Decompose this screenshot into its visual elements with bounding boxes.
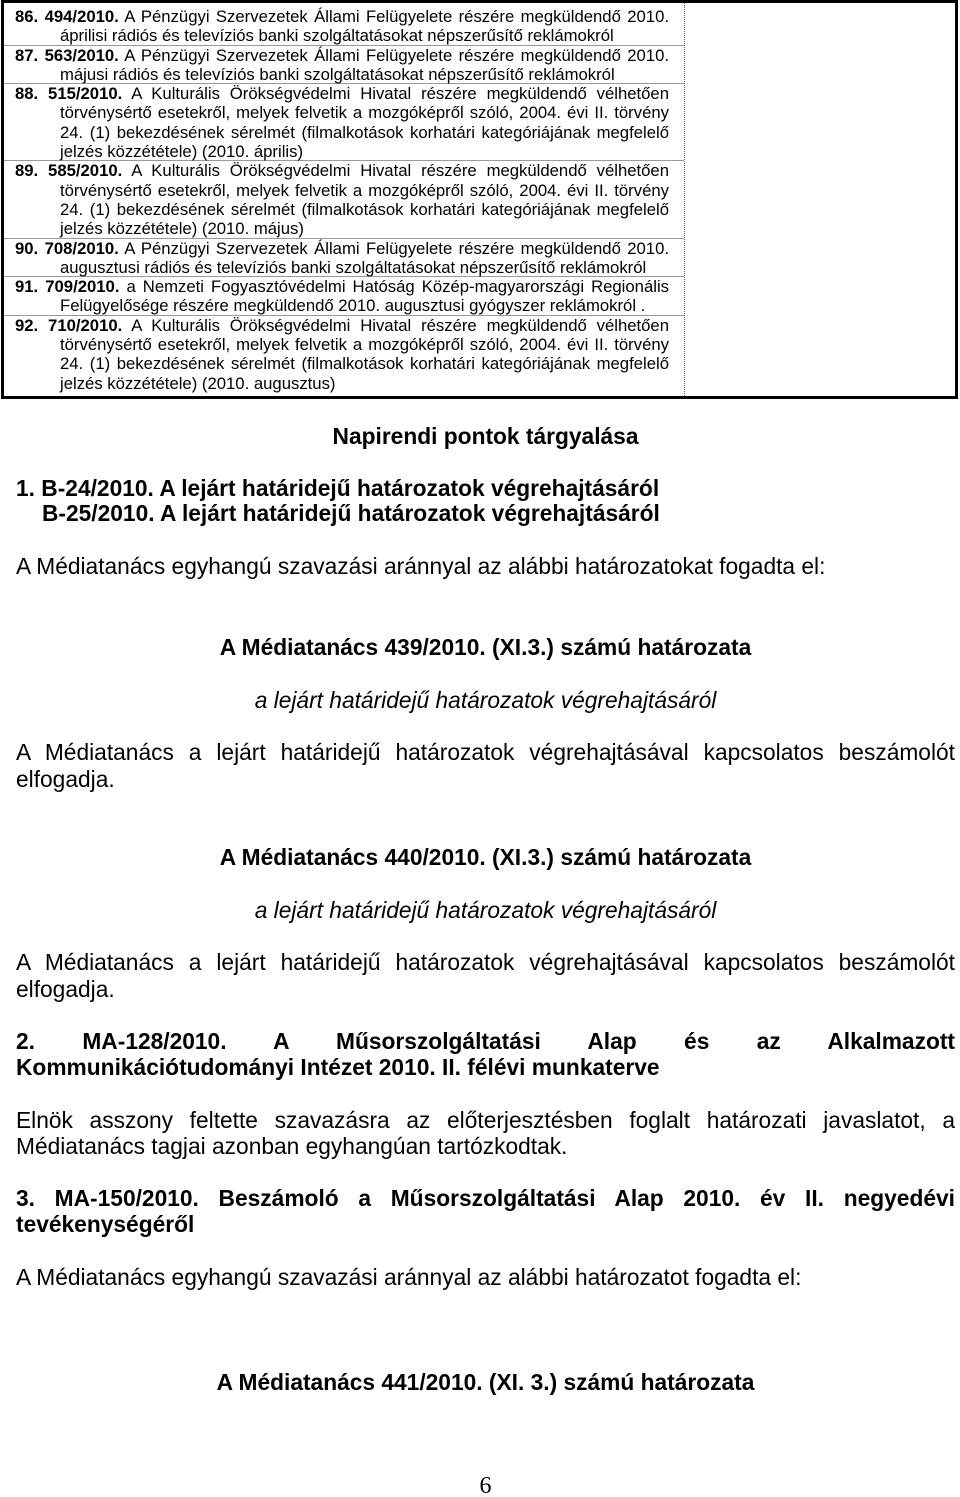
- table-row: [4, 239, 684, 278]
- table-row: [4, 161, 684, 238]
- resolution-text-line: A Médiatanács a lejárt határidejű határozatok végrehajtásával kapcsolatos beszámolót: [16, 949, 955, 975]
- agenda-item-line: tevékenységéről: [16, 1211, 195, 1237]
- agenda-item-line: 2. MA-128/2010. A Műsorszolgáltatási Alap és az Alkalmazott: [16, 1028, 955, 1054]
- vote-statement: A Médiatanács egyhangú szavazási aránnyal az alábbi határozatot fogadta el:: [16, 1264, 802, 1290]
- decision-number: 87. 563/2010.: [15, 45, 119, 65]
- description-line: 24. (1) bekezdésének sérelmét (filmalkotások korhatári kategóriájának megfelelő: [60, 354, 669, 374]
- description-text: A Kulturális Örökségvédelmi Hivatal részére megküldendő vélhetően: [131, 315, 669, 335]
- description-line: 24. (1) bekezdésének sérelmét (filmalkotások korhatári kategóriájának megfelelő: [60, 122, 669, 142]
- agenda-item-1: [16, 476, 955, 525]
- description-text: a Nemzeti Fogyasztóvédelmi Hatóság Közép-magyarországi Regionális: [126, 277, 669, 297]
- description-line: [4, 316, 684, 335]
- table-row: [4, 316, 684, 393]
- decision-number: 86. 494/2010.: [15, 7, 119, 26]
- description-line: jelzés közzététele) (2010. május): [60, 219, 304, 239]
- description-line: [4, 239, 684, 258]
- resolution-text-line: elfogadja.: [16, 976, 115, 1002]
- vote-statement: A Médiatanács egyhangú szavazási aránnyal az alábbi határozatokat fogadta el:: [16, 553, 826, 579]
- description-line: [4, 46, 684, 65]
- agenda-item-3: [16, 1185, 955, 1237]
- description-text: A Kulturális Örökségvédelmi Hivatal részére megküldendő vélhetően: [131, 161, 669, 181]
- description-line: augusztusi rádiós és televíziós banki szolgáltatásokat népszerűsítő reklámokról: [60, 257, 647, 277]
- decision-number: 88. 515/2010.: [15, 84, 123, 104]
- table-row: [4, 277, 684, 316]
- description-line: [4, 84, 684, 103]
- description-line: [4, 161, 684, 180]
- resolution-subject: a lejárt határidejű határozatok végrehajtásáról: [254, 687, 717, 713]
- decision-list-table: [1, 0, 958, 399]
- table-row: [4, 7, 684, 46]
- page-number: 6: [479, 1473, 492, 1497]
- agenda-item-line: Kommunikációtudományi Intézet 2010. II. félévi munkaterve: [16, 1054, 660, 1080]
- description-text: A Kulturális Örökségvédelmi Hivatal részére megküldendő vélhetően: [131, 84, 669, 104]
- resolution-text-line: A Médiatanács a lejárt határidejű határozatok végrehajtásával kapcsolatos beszámolót: [16, 739, 955, 765]
- resolution-text: [16, 739, 955, 793]
- description-line: [4, 7, 684, 26]
- decision-number: 89. 585/2010.: [15, 161, 123, 181]
- description-line: 24. (1) bekezdésének sérelmét (filmalkotások korhatári kategóriájának megfelelő: [60, 199, 669, 219]
- decision-number: 90. 708/2010.: [15, 238, 119, 258]
- table-row: [4, 84, 684, 161]
- agenda-item-line: 3. MA-150/2010. Beszámoló a Műsorszolgáltatási Alap 2010. év II. negyedévi: [16, 1185, 955, 1211]
- decision-list-column: [4, 3, 684, 396]
- description-line: [4, 277, 684, 296]
- remarks-column: [684, 3, 955, 396]
- agenda-item-2: [16, 1028, 955, 1080]
- resolution-title: A Médiatanács 439/2010. (XI.3.) számú határozata: [219, 634, 752, 660]
- resolution-subject: a lejárt határidejű határozatok végrehajtásáról: [254, 897, 717, 923]
- description-line: májusi rádiós és televíziós banki szolgáltatásokat népszerűsítő reklámokról: [60, 64, 615, 84]
- resolution-title: A Médiatanács 441/2010. (XI. 3.) számú határozata: [216, 1369, 755, 1395]
- section-heading: Napirendi pontok tárgyalása: [332, 423, 639, 449]
- resolution-title: A Médiatanács 440/2010. (XI.3.) számú határozata: [219, 844, 752, 870]
- outcome-line: Elnök asszony feltette szavazásra az előterjesztésben foglalt határozati javaslatot, a: [16, 1107, 955, 1133]
- agenda-item-line: 1. B-24/2010. A lejárt határidejű határozatok végrehajtásáról: [16, 475, 660, 501]
- description-text: A Pénzügyi Szervezetek Állami Felügyelete részére megküldendő 2010.: [124, 238, 669, 258]
- description-line: áprilisi rádiós és televíziós banki szolgáltatásokat népszerűsítő reklámokról: [60, 26, 614, 46]
- decision-number: 92. 710/2010.: [15, 315, 123, 335]
- description-line: törvénysértő esetekről, melyek felvetik a mozgóképről szóló, 2004. évi II. törvény: [60, 180, 669, 200]
- description-line: jelzés közzététele) (2010. augusztus): [60, 373, 336, 393]
- resolution-text-line: elfogadja.: [16, 766, 115, 792]
- decision-number: 91. 709/2010.: [15, 277, 120, 297]
- description-line: jelzés közzététele) (2010. április): [60, 142, 304, 162]
- outcome-line: Médiatanács tagjai azonban egyhangúan tartózkodtak.: [16, 1133, 568, 1159]
- description-text: A Pénzügyi Szervezetek Állami Felügyelete részére megküldendő 2010.: [124, 45, 669, 65]
- description-line: törvénysértő esetekről, melyek felvetik a mozgóképről szóló, 2004. évi II. törvény: [60, 103, 669, 123]
- table-row: [4, 46, 684, 85]
- description-line: törvénysértő esetekről, melyek felvetik a mozgóképről szóló, 2004. évi II. törvény: [60, 335, 669, 355]
- agenda-item-line: B-25/2010. A lejárt határidejű határozatok végrehajtásáról: [42, 499, 660, 526]
- agenda-item-outcome: [16, 1107, 955, 1159]
- description-line: Felügyelősége részére megküldendő 2010. augusztusi gyógyszer reklámokról .: [60, 296, 646, 316]
- description-text: A Pénzügyi Szervezetek Állami Felügyelete részére megküldendő 2010.: [124, 7, 669, 26]
- resolution-text: [16, 949, 955, 1003]
